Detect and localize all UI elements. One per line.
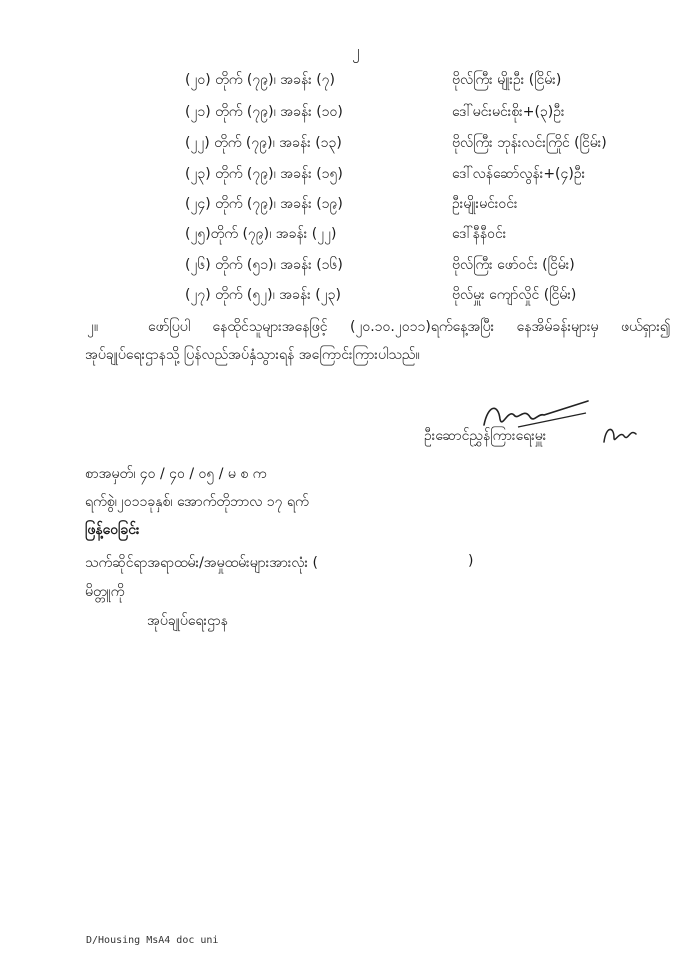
signature-mark	[600, 422, 640, 452]
distribution-heading: ဖြန့်ဝေခြင်း	[85, 522, 140, 538]
reference-date: ရက်စွဲ၊၂၀၁၁ခုနှစ်၊ အောက်တိုဘာလ ၁၇ ရက်	[85, 494, 309, 510]
reference-number: စာအမှတ်၊ ၄၀ / ၄၀ / ၀၅ / မ စ က	[85, 466, 267, 482]
paragraph-line-2: အုပ်ချုပ်ရေးဌာနသို့ ပြန်လည်အပ်နှံသွားရန် အကြောင်းကြားပါသည်။	[85, 347, 420, 363]
row-right: ဗိုလ်ကြီး မျိုးဦး (ငြိမ်း)	[452, 72, 562, 88]
row-left: (၂၇) တိုက် (၅၂)၊ အခန်း (၂၃)	[185, 287, 341, 303]
paragraph-number: ၂။	[87, 319, 99, 335]
row-right: ဒေါ်နီနီဝင်း	[452, 226, 507, 242]
row-left: (၂၅)တိုက် (၇၉)၊ အခန်း (၂၂)	[185, 226, 337, 242]
distribution-line-2: မိတ္တူကို	[85, 584, 125, 600]
distribution-line-1: သက်ဆိုင်ရာအရာထမ်း/အမှုထမ်းများအားလုံး (	[85, 555, 318, 571]
row-right: ဗိုလ်ကြီး ဘုန်းလင်းကြိုင် (ငြိမ်း)	[452, 135, 607, 151]
row-right: ဒေါ်မင်းမင်းစိုး+(၃)ဦး	[452, 104, 565, 120]
row-left: (၂၂) တိုက် (၇၉)၊ အခန်း (၁၃)	[185, 135, 342, 151]
distribution-line-3: အုပ်ချုပ်ရေးဌာန	[147, 613, 228, 629]
file-path-footer: D/Housing MsA4 doc uni	[86, 935, 219, 946]
row-left: (၂၀) တိုက် (၇၉)၊ အခန်း (၇)	[185, 72, 336, 88]
row-left: (၂၆) တိုက် (၅၁)၊ အခန်း (၁၆)	[185, 257, 343, 273]
paragraph-line-1: ဖော်ပြပါ နေထိုင်သူများအနေဖြင့် (၂၀.၁၀.၂၀၁၁)ရက်နေ့အပြီး နေအိမ်ခန်းများမှ ဖယ်ရှား၍	[148, 319, 671, 335]
distribution-line-1-close: )	[468, 553, 474, 569]
page-number: ၂	[352, 42, 360, 60]
row-left: (၂၁) တိုက် (၇၉)၊ အခန်း (၁၀)	[185, 104, 343, 120]
row-left: (၂၄) တိုက် (၇၉)၊ အခန်း (၁၉)	[185, 196, 343, 212]
row-right: ဗိုလ်မှူး ကျော်လှိုင် (ငြိမ်း)	[452, 287, 577, 303]
signature-title: ဦးဆောင်ညွှန်ကြားရေးမှူး	[424, 428, 547, 444]
row-right: ဗိုလ်ကြီး ဖော်ဝင်း (ငြိမ်း)	[452, 257, 575, 273]
row-right: ဒေါ်လန်ဆော်လွန်း+(၄)ဦး	[452, 166, 586, 182]
row-right: ဦးမျိုးမင်းဝင်း	[452, 196, 518, 212]
row-left: (၂၃) တိုက် (၇၉)၊ အခန်း (၁၅)	[185, 166, 343, 182]
